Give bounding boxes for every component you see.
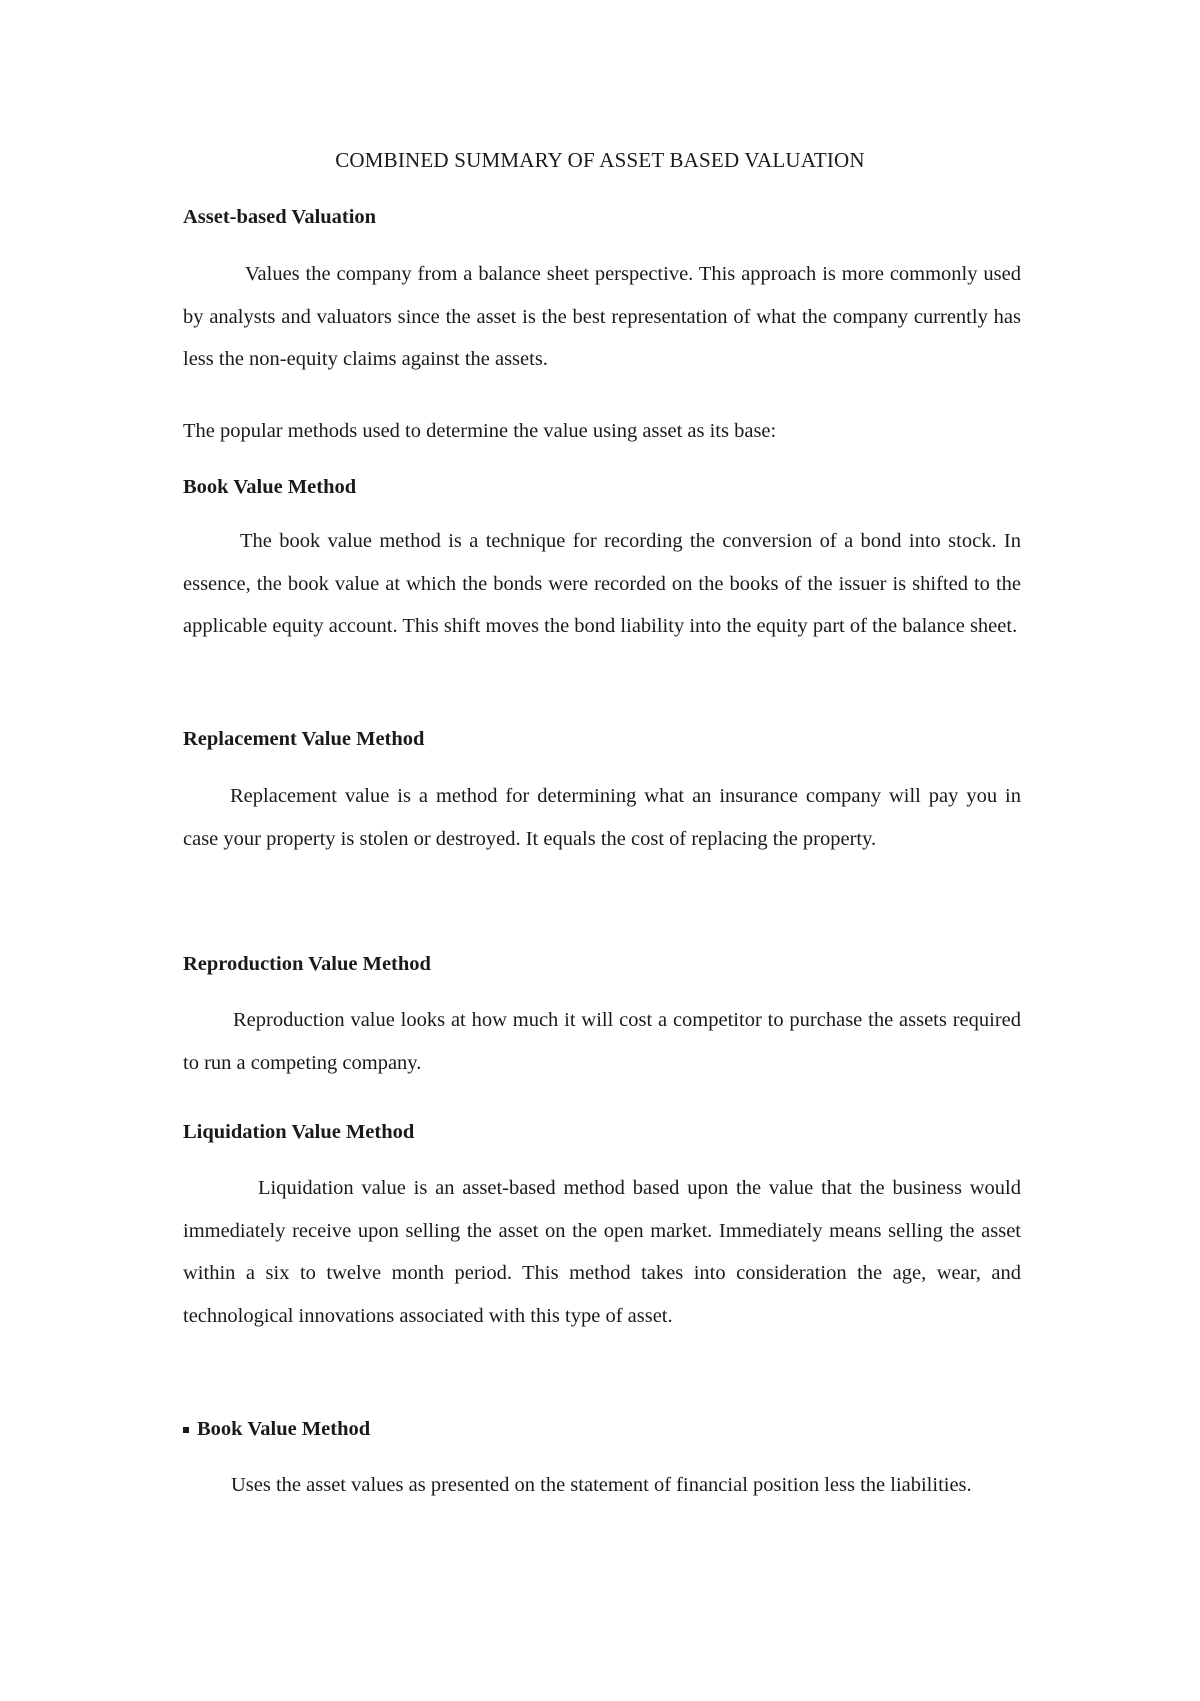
- methods-intro-text: The popular methods used to determine the value using asset as its base:: [183, 420, 777, 442]
- bullet-heading-label: Book Value Method: [197, 1418, 371, 1440]
- document-title: COMBINED SUMMARY OF ASSET BASED VALUATION: [335, 148, 865, 172]
- section-heading-asset-based-valuation: Asset-based Valuation: [183, 206, 377, 228]
- bullet-heading-book-value-method: [183, 1415, 370, 1443]
- section-body-replacement-value-method: Replacement value is a method for determining what an insurance company will pay you in case your property is stolen or destroyed. It equals the cost of replacing the property.: [183, 785, 1021, 850]
- square-bullet-icon: [183, 1427, 189, 1433]
- section-body-book-value-method: The book value method is a technique for recording the conversion of a bond into stock. In essence, the book value at which the bonds were recorded on the books of the issuer is shifted to the applicable equity account. This shift moves the bond liability into the equity part of the balance sheet.: [183, 530, 1021, 637]
- bullet-body-book-value-method: Uses the asset values as presented on the statement of financial position less the liabilities.: [231, 1474, 972, 1496]
- section-heading-reproduction-value-method: Reproduction Value Method: [183, 953, 431, 975]
- section-heading-liquidation-value-method: Liquidation Value Method: [183, 1121, 415, 1143]
- section-body-liquidation-value-method: Liquidation value is an asset-based method based upon the value that the business would immediately receive upon selling the asset on the open market. Immediately means selling the asset within a six to twelve month period. This method takes into consideration the age, wear, and technological innovations associated with this type of asset.: [183, 1177, 1021, 1327]
- section-body-reproduction-value-method: Reproduction value looks at how much it will cost a competitor to purchase the assets required to run a competing company.: [183, 1009, 1021, 1074]
- section-heading-replacement-value-method: Replacement Value Method: [183, 728, 425, 750]
- section-heading-book-value-method: Book Value Method: [183, 476, 357, 498]
- section-body-asset-based-valuation: Values the company from a balance sheet perspective. This approach is more commonly used by analysts and valuators since the asset is the best representation of what the company currently has less the non-equity claims against the assets.: [183, 263, 1021, 370]
